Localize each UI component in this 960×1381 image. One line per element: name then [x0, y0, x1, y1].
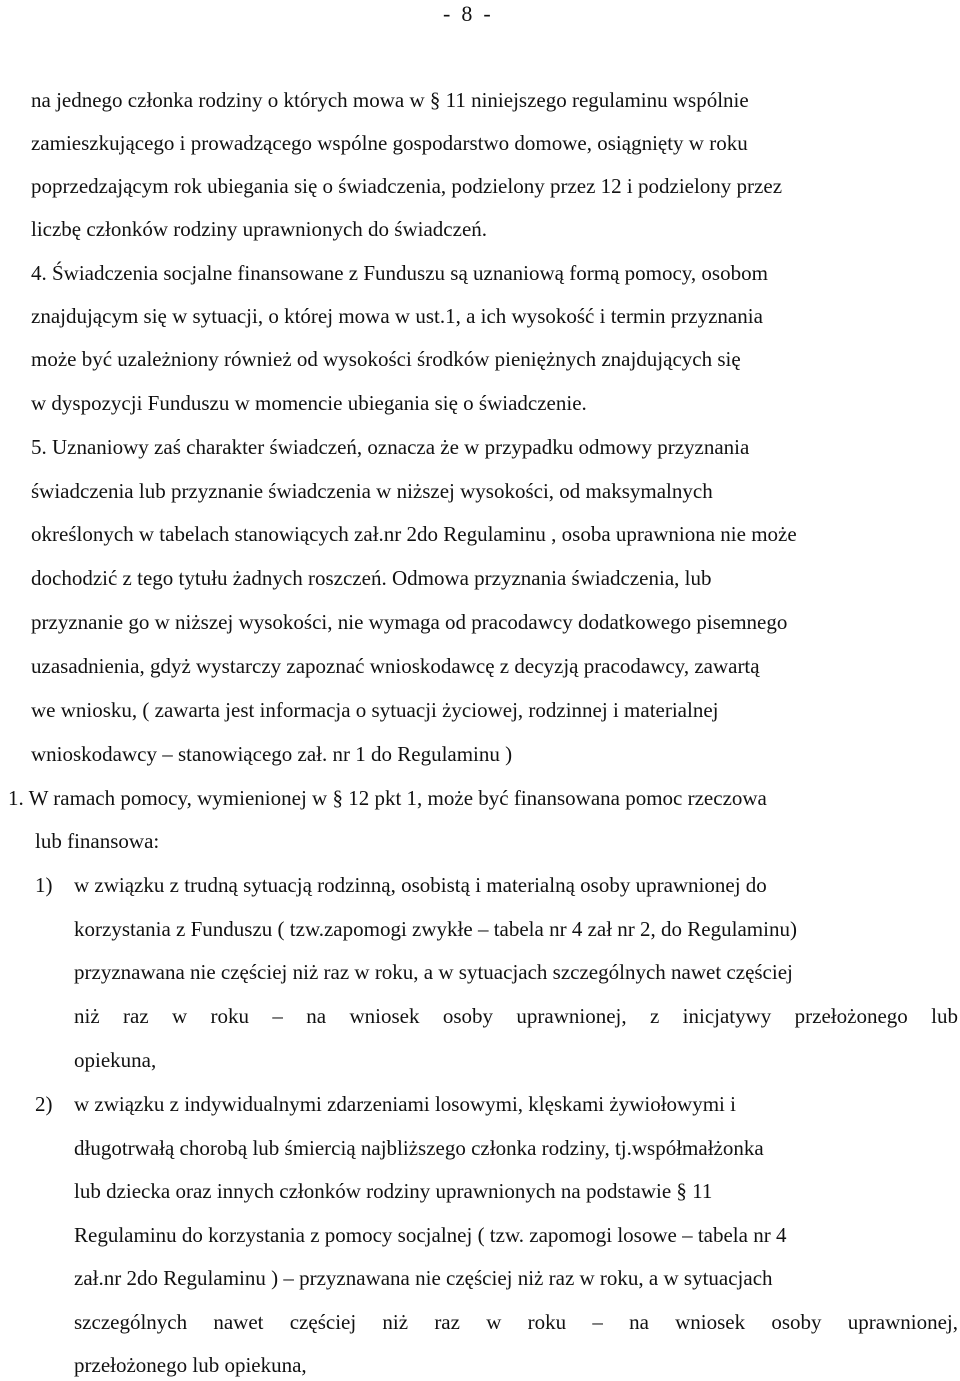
text-line: zał.nr 2do Regulaminu ) – przyznawana nie częściej niż raz w roku, a w sytuacjach: [74, 1266, 773, 1290]
text-line: przyznanie go w niższej wysokości, nie wymaga od pracodawcy dodatkowego pisemnego: [31, 610, 788, 634]
list-marker: 2): [35, 1092, 53, 1116]
text-line: uzasadnienia, gdyż wystarczy zapoznać wnioskodawcę z decyzją pracodawcy, zawartą: [31, 654, 760, 678]
text-line: 1. W ramach pomocy, wymienionej w § 12 pkt 1, może być finansowana pomoc rzeczowa: [8, 786, 767, 810]
text-line: poprzedzającym rok ubiegania się o świadczenia, podzielony przez 12 i podzielony przez: [31, 174, 783, 198]
text-line: świadczenia lub przyznanie świadczenia w niższej wysokości, od maksymalnych: [31, 479, 713, 503]
text-line: liczbę członków rodziny uprawnionych do świadczeń.: [31, 217, 488, 241]
text-line: przełożonego lub opiekuna,: [74, 1353, 307, 1377]
text-line: zamieszkującego i prowadzącego wspólne gospodarstwo domowe, osiągnięty w roku: [31, 131, 748, 155]
text-line: może być uzależniony również od wysokości środków pieniężnych znajdujących się: [31, 347, 741, 371]
text-line: Regulaminu do korzystania z pomocy socjalnej ( tzw. zapomogi losowe – tabela nr 4: [74, 1223, 787, 1247]
text-line: w związku z trudną sytuacją rodzinną, osobistą i materialną osoby uprawnionej do: [74, 873, 767, 897]
text-line: we wniosku, ( zawarta jest informacja o sytuacji życiowej, rodzinnej i materialnej: [31, 698, 719, 722]
text-line: wnioskodawcy – stanowiącego zał. nr 1 do Regulaminu ): [31, 742, 513, 766]
text-line: na jednego członka rodziny o których mowa w § 11 niniejszego regulaminu wspólnie: [31, 88, 749, 112]
text-line: znajdującym się w sytuacji, o której mowa w ust.1, a ich wysokość i termin przyznania: [31, 304, 763, 328]
page-number: - 8 -: [443, 1, 491, 26]
list-marker: 1): [35, 873, 53, 897]
text-line: szczególnych nawet częściej niż raz w roku – na wniosek osoby uprawnionej,: [74, 1310, 958, 1334]
text-line: niż raz w roku – na wniosek osoby uprawnionej, z inicjatywy przełożonego lub: [74, 1004, 958, 1028]
text-line: lub dziecka oraz innych członków rodziny uprawnionych na podstawie § 11: [74, 1179, 713, 1203]
text-line: w dyspozycji Funduszu w momencie ubiegania się o świadczenie.: [31, 391, 587, 415]
text-line: określonych w tabelach stanowiących zał.nr 2do Regulaminu , osoba uprawniona nie może: [31, 522, 797, 546]
text-line: korzystania z Funduszu ( tzw.zapomogi zwykłe – tabela nr 4 zał nr 2, do Regulaminu): [74, 917, 797, 941]
text-line: długotrwałą chorobą lub śmiercią najbliższego członka rodziny, tj.współmałżonka: [74, 1136, 764, 1160]
text-line: 5. Uznaniowy zaś charakter świadczeń, oznacza że w przypadku odmowy przyznania: [31, 435, 750, 459]
text-line: lub finansowa:: [35, 829, 160, 853]
text-line: opiekuna,: [74, 1048, 157, 1072]
text-line: przyznawana nie częściej niż raz w roku, a w sytuacjach szczególnych nawet częściej: [74, 960, 793, 984]
text-line: w związku z indywidualnymi zdarzeniami losowymi, klęskami żywiołowymi i: [74, 1092, 736, 1116]
text-line: 4. Świadczenia socjalne finansowane z Funduszu są uznaniową formą pomocy, osobom: [31, 261, 768, 285]
text-line: dochodzić z tego tytułu żadnych roszczeń. Odmowa przyznania świadczenia, lub: [31, 566, 712, 590]
